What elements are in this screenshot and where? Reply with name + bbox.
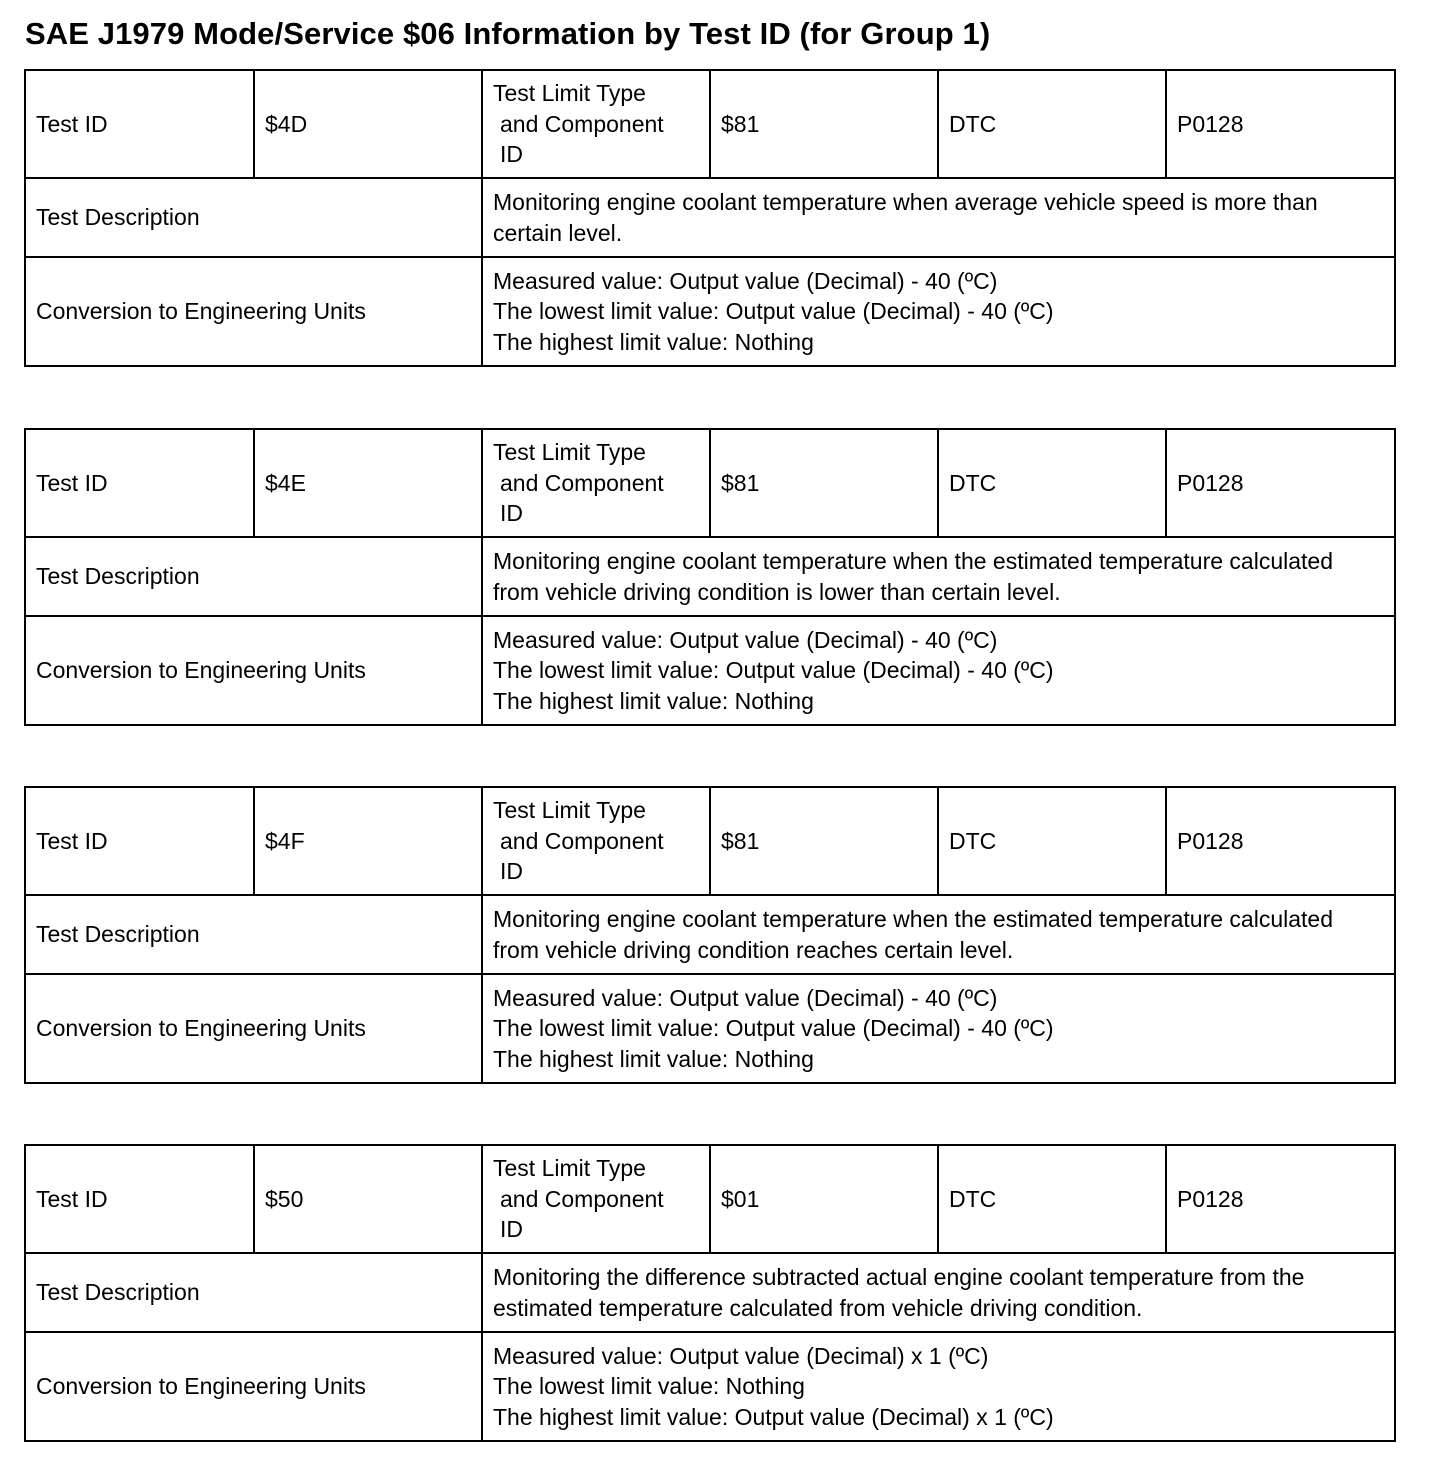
dtc-value: P0128 — [1166, 70, 1395, 178]
test-id-label: Test ID — [25, 429, 254, 537]
test-id-label: Test ID — [25, 70, 254, 178]
lowest-limit-line: The lowest limit value: Output value (Decimal) - 40 (ºC) — [493, 657, 1054, 684]
limit-type-label — [482, 787, 710, 895]
description-row — [25, 1253, 1395, 1332]
description-row — [25, 178, 1395, 257]
header-row — [25, 1145, 1395, 1253]
highest-limit-line: The highest limit value: Output value (Decimal) x 1 (ºC) — [493, 1403, 1054, 1430]
dtc-label: DTC — [938, 429, 1166, 537]
limit-type-value: $01 — [710, 1145, 938, 1253]
limit-type-label-line2: and Component — [500, 110, 664, 137]
highest-limit-line: The highest limit value: Nothing — [493, 328, 814, 355]
conversion-row — [25, 257, 1395, 366]
test-id-value: $4F — [254, 787, 482, 895]
page-title: SAE J1979 Mode/Service $06 Information by Test ID (for Group 1) — [25, 16, 991, 51]
lowest-limit-line: The lowest limit value: Nothing — [493, 1373, 805, 1400]
limit-type-value: $81 — [710, 429, 938, 537]
test-table-4d — [24, 69, 1396, 367]
description-label: Test Description — [25, 178, 482, 257]
test-table-4f — [24, 786, 1396, 1084]
description-label: Test Description — [25, 1253, 482, 1332]
dtc-label: DTC — [938, 787, 1166, 895]
test-id-label: Test ID — [25, 787, 254, 895]
description-row — [25, 537, 1395, 616]
limit-type-label — [482, 70, 710, 178]
description-value: Monitoring engine coolant temperature when the estimated temperature calculated from vehicle driving condition is lower than certain level. — [482, 537, 1395, 616]
limit-type-label — [482, 1145, 710, 1253]
measured-value-line: Measured value: Output value (Decimal) - 40 (ºC) — [493, 267, 998, 294]
description-value: Monitoring engine coolant temperature when average vehicle speed is more than certain level. — [482, 178, 1395, 257]
dtc-label: DTC — [938, 1145, 1166, 1253]
conversion-label: Conversion to Engineering Units — [25, 1332, 482, 1441]
limit-type-label-line1: Test Limit Type — [493, 1155, 646, 1182]
conversion-value — [482, 1332, 1395, 1441]
description-value: Monitoring the difference subtracted actual engine coolant temperature from the estimated temperature calculated from vehicle driving condition. — [482, 1253, 1395, 1332]
description-label: Test Description — [25, 895, 482, 974]
conversion-label: Conversion to Engineering Units — [25, 616, 482, 725]
limit-type-label-line3: ID — [500, 1216, 523, 1243]
header-row — [25, 787, 1395, 895]
limit-type-label-line3: ID — [500, 500, 523, 527]
limit-type-value: $81 — [710, 70, 938, 178]
conversion-value — [482, 974, 1395, 1083]
measured-value-line: Measured value: Output value (Decimal) x 1 (ºC) — [493, 1342, 989, 1369]
test-id-value: $4D — [254, 70, 482, 178]
limit-type-label — [482, 429, 710, 537]
conversion-row — [25, 1332, 1395, 1441]
header-row — [25, 429, 1395, 537]
measured-value-line: Measured value: Output value (Decimal) - 40 (ºC) — [493, 626, 998, 653]
measured-value-line: Measured value: Output value (Decimal) - 40 (ºC) — [493, 984, 998, 1011]
limit-type-label-line1: Test Limit Type — [493, 80, 646, 107]
description-row — [25, 895, 1395, 974]
limit-type-label-line1: Test Limit Type — [493, 439, 646, 466]
highest-limit-line: The highest limit value: Nothing — [493, 687, 814, 714]
test-id-value: $50 — [254, 1145, 482, 1253]
conversion-value — [482, 257, 1395, 366]
header-row — [25, 70, 1395, 178]
lowest-limit-line: The lowest limit value: Output value (Decimal) - 40 (ºC) — [493, 1015, 1054, 1042]
test-table-4e — [24, 428, 1396, 726]
limit-type-label-line3: ID — [500, 858, 523, 885]
limit-type-value: $81 — [710, 787, 938, 895]
conversion-label: Conversion to Engineering Units — [25, 974, 482, 1083]
highest-limit-line: The highest limit value: Nothing — [493, 1045, 814, 1072]
limit-type-label-line2: and Component — [500, 1185, 664, 1212]
dtc-value: P0128 — [1166, 429, 1395, 537]
conversion-value — [482, 616, 1395, 725]
conversion-label: Conversion to Engineering Units — [25, 257, 482, 366]
description-label: Test Description — [25, 537, 482, 616]
limit-type-label-line3: ID — [500, 141, 523, 168]
dtc-label: DTC — [938, 70, 1166, 178]
conversion-row — [25, 974, 1395, 1083]
limit-type-label-line1: Test Limit Type — [493, 797, 646, 824]
test-table-50 — [24, 1144, 1396, 1442]
limit-type-label-line2: and Component — [500, 469, 664, 496]
test-id-label: Test ID — [25, 1145, 254, 1253]
lowest-limit-line: The lowest limit value: Output value (Decimal) - 40 (ºC) — [493, 298, 1054, 325]
test-id-value: $4E — [254, 429, 482, 537]
limit-type-label-line2: and Component — [500, 827, 664, 854]
dtc-value: P0128 — [1166, 1145, 1395, 1253]
description-value: Monitoring engine coolant temperature when the estimated temperature calculated from vehicle driving condition reaches certain level. — [482, 895, 1395, 974]
conversion-row — [25, 616, 1395, 725]
dtc-value: P0128 — [1166, 787, 1395, 895]
